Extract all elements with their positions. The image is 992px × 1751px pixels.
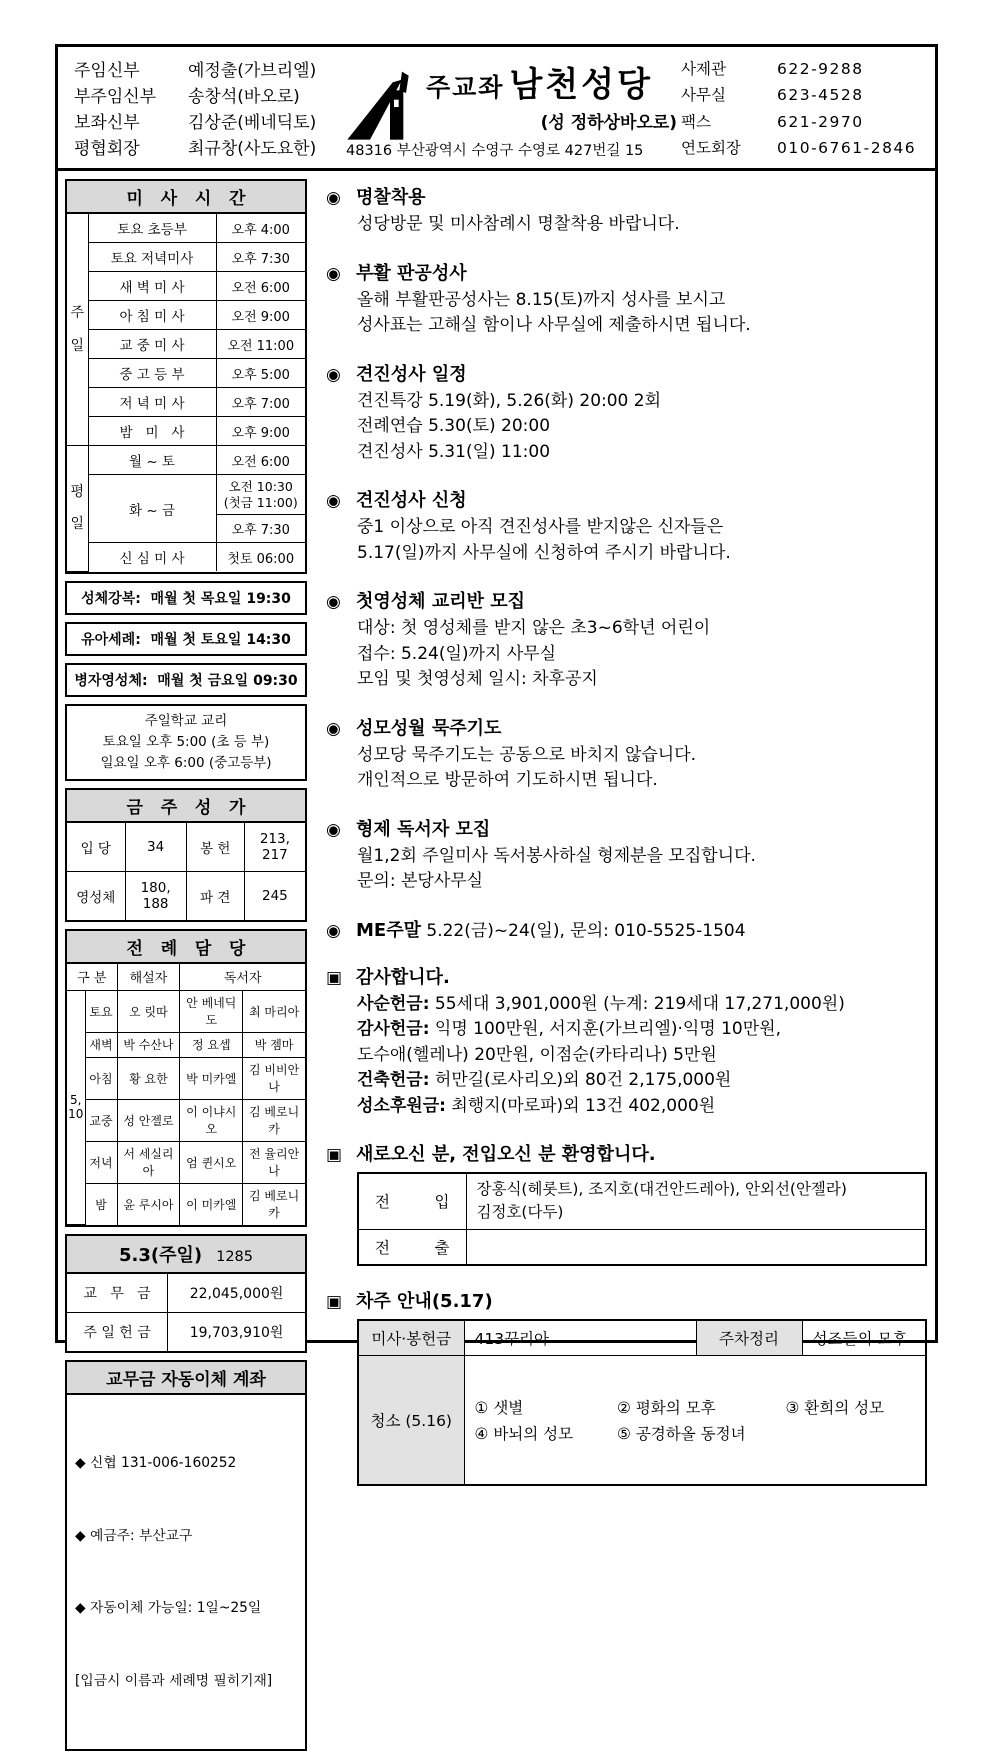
section-line: 5.17(일)까지 사무실에 신청하여 주시기 바랍니다. bbox=[357, 542, 731, 563]
table-row bbox=[67, 1099, 305, 1141]
move-out-names bbox=[466, 1229, 926, 1265]
hymn-number: 180, 188 bbox=[125, 871, 186, 920]
church-address: 48316 부산광역시 수영구 수영로 427번길 15 bbox=[346, 143, 644, 159]
section-welcome bbox=[326, 1140, 927, 1266]
section-title: 부활 판공성사 bbox=[356, 262, 467, 284]
section-line: 문의: 본당사무실 bbox=[357, 871, 484, 891]
header-center bbox=[346, 55, 681, 160]
section-title: ME주말 bbox=[356, 919, 421, 941]
table-row bbox=[67, 359, 305, 388]
section-line: 개인적으로 방문하여 기도하시면 됩니다. bbox=[357, 770, 658, 790]
contact-number: 010-6761-2846 bbox=[777, 138, 917, 157]
announcements-column bbox=[312, 171, 935, 1443]
patron-saint: (성 정하상바오로) bbox=[540, 113, 677, 133]
section-line: 모임 및 첫영성체 일시: 차후공지 bbox=[357, 669, 598, 689]
table-row bbox=[67, 1274, 305, 1313]
section-line: 견진특강 5.19(화), 5.26(화) 20:00 2회 bbox=[357, 390, 662, 411]
table-row bbox=[67, 446, 305, 475]
donation-line: 도수애(헬레나) 20만원, 이점순(카타리나) 5만원 bbox=[357, 1044, 717, 1065]
next-week-table bbox=[357, 1319, 927, 1486]
circle-bullet-icon: ◉ bbox=[326, 718, 341, 739]
commentator-name: 오 릿따 bbox=[117, 990, 180, 1032]
mass-schedule-title: 미 사 시 간 bbox=[67, 181, 305, 214]
duty-group: 성조들의 모후 bbox=[802, 1320, 926, 1356]
bulletin-page bbox=[55, 44, 938, 1689]
account-line: ◆ 신협 131-006-160252 bbox=[75, 1455, 237, 1472]
table-row bbox=[67, 243, 305, 272]
mass-name: 중 고 등 부 bbox=[88, 359, 216, 388]
circle-bullet-icon: ◉ bbox=[326, 592, 341, 612]
reader-name: 박 미카엘 bbox=[180, 1057, 243, 1099]
duty-label: 미사·봉헌금 bbox=[358, 1320, 464, 1356]
commentator-name: 성 안젤로 bbox=[117, 1099, 180, 1141]
section-title: 첫영성체 교리반 모집 bbox=[356, 591, 526, 612]
section-title: 명찰착용 bbox=[356, 187, 426, 208]
account-line: [입금시 이름과 세례명 필히기재] bbox=[75, 1672, 273, 1689]
clergy-name: 예정출(가브리엘) bbox=[188, 60, 317, 81]
section-next-week bbox=[326, 1287, 927, 1486]
table-row bbox=[67, 1057, 305, 1099]
mass-name: 저 녁 미 사 bbox=[88, 388, 216, 417]
reader-name: 정 요셉 bbox=[180, 1032, 243, 1057]
cleaning-group: ④ 바뇌의 성모 bbox=[474, 1425, 574, 1443]
table-row bbox=[67, 330, 305, 359]
commentator-name: 박 수산나 bbox=[117, 1032, 180, 1057]
clergy-role: 보좌신부 bbox=[74, 113, 140, 134]
clergy-name: 최규창(사도요한) bbox=[188, 139, 317, 160]
left-column bbox=[58, 171, 312, 1689]
hymn-label: 영성체 bbox=[67, 871, 125, 920]
weekly-offering-box bbox=[65, 1234, 307, 1353]
contact-number: 623-4528 bbox=[777, 86, 864, 105]
reader-name: 김 비비안나 bbox=[243, 1057, 305, 1099]
mass-time: 오후 5:00 bbox=[216, 359, 305, 388]
liturgy-mass: 새벽 bbox=[85, 1032, 117, 1057]
donation-line: 사순헌금: 55세대 3,901,000원 (누계: 219세대 17,271,000원) bbox=[357, 993, 845, 1014]
commentator-name: 윤 루시아 bbox=[117, 1183, 180, 1225]
section-title: 견진성사 신청 bbox=[356, 490, 467, 511]
clergy-role: 주임신부 bbox=[74, 60, 140, 81]
section-inline-text: 5.22(금)~24(일), 문의: 010-5525-1504 bbox=[420, 920, 746, 941]
cleaning-group: ③ 환희의 성모 bbox=[785, 1399, 885, 1417]
reader-name: 박 젬마 bbox=[243, 1032, 305, 1057]
column-header: 해설자 bbox=[117, 964, 180, 991]
mass-name: 새 벽 미 사 bbox=[88, 272, 216, 301]
move-out-label: 전 출 bbox=[358, 1229, 466, 1265]
sunday-school-line: 일요일 오후 6:00 (중고등부) bbox=[100, 754, 272, 771]
weekly-offering-header bbox=[67, 1236, 305, 1274]
table-row bbox=[67, 417, 305, 446]
square-bullet-icon: ▣ bbox=[326, 967, 343, 988]
section-title: 형제 독서자 모집 bbox=[356, 818, 491, 840]
offering-date: 5.3(주일) bbox=[118, 1245, 203, 1267]
donation-line: 성소후원금: 최행지(마로파)외 13건 402,000원 bbox=[357, 1095, 716, 1116]
bank-account-details bbox=[67, 1395, 305, 1749]
mass-name: 밤 미 사 bbox=[88, 417, 216, 446]
mass-time: 오후 7:30 bbox=[216, 243, 305, 272]
contact-number: 621-2970 bbox=[777, 112, 864, 131]
hymns-table bbox=[67, 823, 305, 920]
donation-line: 건축헌금: 허만길(로사리오)외 80건 2,175,000원 bbox=[357, 1070, 732, 1090]
clergy-role: 평협회장 bbox=[74, 139, 140, 160]
mass-name: 토요 초등부 bbox=[88, 214, 216, 243]
circle-bullet-icon: ◉ bbox=[326, 491, 341, 511]
title-prefix: 주교좌 bbox=[426, 73, 505, 102]
move-in-names: 장홍식(헤롯트), 조지호(대건안드레아), 안외선(안젤라) 김정호(다두) bbox=[466, 1173, 926, 1229]
cleaning-groups bbox=[464, 1356, 926, 1486]
circle-bullet-icon: ◉ bbox=[326, 263, 341, 284]
weekday-group-label: 평일 bbox=[67, 446, 88, 572]
cleaning-group: ② 평화의 모후 bbox=[617, 1399, 716, 1417]
hymns-box bbox=[65, 788, 307, 922]
cleaning-group: ⑤ 공경하올 동정녀 bbox=[617, 1425, 746, 1443]
mass-schedule-table bbox=[67, 214, 305, 572]
donation-line: 감사헌금: 익명 100만원, 서지훈(가브리엘)·익명 10만원, bbox=[357, 1019, 782, 1039]
mass-time: 오전 10:30 (첫금 11:00) bbox=[216, 475, 305, 515]
contact-list bbox=[681, 55, 929, 160]
sunday-school-title: 주일학교 교리 bbox=[144, 712, 228, 729]
hymn-number: 34 bbox=[125, 823, 186, 872]
hymns-title: 금 주 성 가 bbox=[67, 790, 305, 823]
liturgy-mass: 토요 bbox=[85, 990, 117, 1032]
reader-name: 안 베네딕도 bbox=[180, 990, 243, 1032]
table-row bbox=[67, 272, 305, 301]
section-line: 견진성사 5.31(일) 11:00 bbox=[357, 441, 551, 462]
clergy-list bbox=[64, 55, 346, 160]
commentator-name: 서 세실리아 bbox=[117, 1141, 180, 1183]
title-main: 남천성당 bbox=[509, 65, 653, 105]
sick-communion-notice: 병자영성체: 매월 첫 금요일 09:30 bbox=[65, 663, 307, 697]
offering-amount: 19,703,910원 bbox=[168, 1313, 305, 1352]
square-bullet-icon: ▣ bbox=[326, 1292, 343, 1312]
mass-time: 오전 11:00 bbox=[216, 330, 305, 359]
table-row bbox=[67, 1141, 305, 1183]
contact-row bbox=[681, 83, 927, 105]
mass-name: 신 심 미 사 bbox=[88, 543, 216, 572]
contact-label: 팩스 bbox=[681, 112, 711, 131]
table-row bbox=[67, 964, 305, 991]
mass-time: 오전 6:00 bbox=[216, 446, 305, 475]
section-line: 월1,2회 주일미사 독서봉사하실 형제분을 모집합니다. bbox=[357, 845, 756, 866]
hymn-label: 입 당 bbox=[67, 823, 125, 872]
bank-account-box bbox=[65, 1360, 307, 1751]
section-line: 대상: 첫 영성체를 받지 않은 초3~6학년 어린이 bbox=[357, 618, 711, 638]
account-line: ◆ 예금주: 부산교구 bbox=[75, 1527, 193, 1544]
mass-time: 오후 9:00 bbox=[216, 417, 305, 446]
mass-schedule-box bbox=[65, 179, 307, 574]
header bbox=[58, 47, 935, 171]
offering-label: 교 무 금 bbox=[67, 1274, 168, 1313]
section-title: 성모성월 묵주기도 bbox=[356, 717, 502, 739]
table-row bbox=[67, 301, 305, 330]
bank-account-title: 교무금 자동이체 계좌 bbox=[67, 1362, 305, 1395]
table-row bbox=[358, 1229, 926, 1265]
section-line: 성당방문 및 미사참례시 명찰착용 바랍니다. bbox=[357, 214, 680, 234]
clergy-row bbox=[74, 134, 346, 159]
section-line: 접수: 5.24(일)까지 사무실 bbox=[357, 643, 557, 664]
benediction-notice: 성체강복: 매월 첫 목요일 19:30 bbox=[65, 581, 307, 615]
circle-bullet-icon: ◉ bbox=[326, 920, 341, 941]
duty-label: 청소 (5.16) bbox=[358, 1356, 464, 1486]
table-row bbox=[67, 990, 305, 1032]
liturgy-date: 5, 10 bbox=[67, 990, 85, 1225]
sunday-school-line: 토요일 오후 5:00 (초 등 부) bbox=[102, 733, 270, 750]
contact-row bbox=[681, 136, 927, 158]
account-line: ◆ 자동이체 가능일: 1일~25일 bbox=[75, 1600, 262, 1617]
clergy-name: 김상준(베네딕토) bbox=[188, 113, 317, 134]
welcome-table bbox=[357, 1172, 927, 1266]
clergy-row bbox=[74, 56, 346, 81]
clergy-role: 부주임신부 bbox=[74, 86, 157, 107]
clergy-name: 송창석(바오로) bbox=[188, 86, 300, 107]
liturgy-roles-table bbox=[67, 964, 305, 1226]
section-confirmation-signup bbox=[326, 486, 927, 566]
contact-label: 사제관 bbox=[681, 60, 726, 79]
hymn-number: 213, 217 bbox=[244, 823, 305, 872]
section-title: 차주 안내(5.17) bbox=[356, 1291, 493, 1312]
offering-amount: 22,045,000원 bbox=[168, 1274, 305, 1313]
table-row bbox=[67, 871, 305, 920]
table-row bbox=[358, 1320, 926, 1356]
section-lector-recruit bbox=[326, 815, 927, 895]
circle-bullet-icon: ◉ bbox=[326, 364, 341, 385]
clergy-row bbox=[74, 108, 346, 133]
commentator-name: 황 요한 bbox=[117, 1057, 180, 1099]
mass-name: 월 ~ 토 bbox=[88, 446, 216, 475]
section-rosary bbox=[326, 714, 927, 794]
section-easter-confession bbox=[326, 259, 927, 339]
liturgy-roles-box bbox=[65, 929, 307, 1228]
reader-name: 이 미카엘 bbox=[180, 1183, 243, 1225]
liturgy-mass: 밤 bbox=[85, 1183, 117, 1225]
table-row bbox=[358, 1173, 926, 1229]
offering-label: 주 일 헌 금 bbox=[67, 1313, 168, 1352]
reader-name: 전 율리안나 bbox=[243, 1141, 305, 1183]
table-row bbox=[67, 1313, 305, 1352]
liturgy-roles-title: 전 례 담 당 bbox=[67, 931, 305, 964]
mass-name: 토요 저녁미사 bbox=[88, 243, 216, 272]
table-row bbox=[67, 1032, 305, 1057]
reader-name: 엄 퀸시오 bbox=[180, 1141, 243, 1183]
church-title bbox=[426, 57, 681, 133]
reader-name: 이 이냐시오 bbox=[180, 1099, 243, 1141]
contact-row bbox=[681, 110, 927, 132]
church-logo-icon bbox=[346, 67, 418, 147]
reader-name: 김 베로니카 bbox=[243, 1099, 305, 1141]
section-line: 올해 부활판공성사는 8.15(토)까지 성사를 보시고 bbox=[357, 289, 726, 310]
section-line: 성사표는 고해실 함이나 사무실에 제출하시면 됩니다. bbox=[357, 315, 751, 335]
mass-name: 교 중 미 사 bbox=[88, 330, 216, 359]
square-bullet-icon: ▣ bbox=[326, 1145, 343, 1165]
contact-label: 사무실 bbox=[681, 86, 726, 105]
duty-label: 주차정리 bbox=[696, 1320, 802, 1356]
section-title: 감사합니다. bbox=[356, 966, 450, 988]
mass-name: 아 침 미 사 bbox=[88, 301, 216, 330]
mass-time: 오후 7:00 bbox=[216, 388, 305, 417]
contact-number: 622-9288 bbox=[777, 60, 864, 79]
bulletin-number: 1285 bbox=[216, 1249, 254, 1266]
liturgy-mass: 교중 bbox=[85, 1099, 117, 1141]
section-first-communion bbox=[326, 587, 927, 693]
contact-row bbox=[681, 57, 927, 79]
hymn-label: 봉 헌 bbox=[186, 823, 244, 872]
table-row bbox=[67, 543, 305, 572]
duty-group: 413꾸리아 bbox=[464, 1320, 696, 1356]
section-line: 중1 이상으로 아직 견진성사를 받지않은 신자들은 bbox=[357, 517, 724, 537]
infant-baptism-notice: 유아세례: 매월 첫 토요일 14:30 bbox=[65, 622, 307, 656]
liturgy-mass: 아침 bbox=[85, 1057, 117, 1099]
hymn-number: 245 bbox=[244, 871, 305, 920]
table-row bbox=[358, 1356, 926, 1486]
section-line: 성모당 묵주기도는 공동으로 바치지 않습니다. bbox=[357, 744, 697, 765]
table-row bbox=[67, 823, 305, 872]
circle-bullet-icon: ◉ bbox=[326, 188, 341, 208]
reader-name: 최 마리아 bbox=[243, 990, 305, 1032]
mass-time: 오후 7:30 bbox=[216, 515, 305, 543]
table-row bbox=[67, 214, 305, 243]
liturgy-mass: 저녁 bbox=[85, 1141, 117, 1183]
cleaning-group: ① 샛별 bbox=[474, 1399, 524, 1417]
mass-time: 오후 4:00 bbox=[216, 214, 305, 243]
move-in-label: 전 입 bbox=[358, 1173, 466, 1229]
mass-time: 첫토 06:00 bbox=[216, 543, 305, 572]
hymn-label: 파 견 bbox=[186, 871, 244, 920]
mass-name: 화 ~ 금 bbox=[88, 475, 216, 543]
clergy-row bbox=[74, 82, 346, 107]
column-header: 구 분 bbox=[67, 964, 117, 991]
contact-label: 연도회장 bbox=[681, 138, 741, 157]
sunday-school-box bbox=[65, 704, 307, 781]
section-nametag bbox=[326, 183, 927, 238]
section-confirmation-schedule bbox=[326, 360, 927, 466]
table-row bbox=[67, 1183, 305, 1225]
mass-time: 오전 9:00 bbox=[216, 301, 305, 330]
table-row bbox=[67, 475, 305, 515]
weekly-offering-table bbox=[67, 1274, 305, 1351]
reader-name: 김 베로니카 bbox=[243, 1183, 305, 1225]
section-me-weekend bbox=[326, 916, 927, 942]
column-header: 독서자 bbox=[180, 964, 305, 991]
mass-time: 오전 6:00 bbox=[216, 272, 305, 301]
sunday-group-label: 주일 bbox=[67, 214, 88, 446]
section-line: 전례연습 5.30(토) 20:00 bbox=[357, 416, 551, 436]
circle-bullet-icon: ◉ bbox=[326, 819, 341, 840]
section-thanks bbox=[326, 963, 927, 1120]
table-row bbox=[67, 388, 305, 417]
section-title: 새로오신 분, 전입오신 분 환영합니다. bbox=[356, 1144, 656, 1165]
section-title: 견진성사 일정 bbox=[356, 363, 467, 385]
